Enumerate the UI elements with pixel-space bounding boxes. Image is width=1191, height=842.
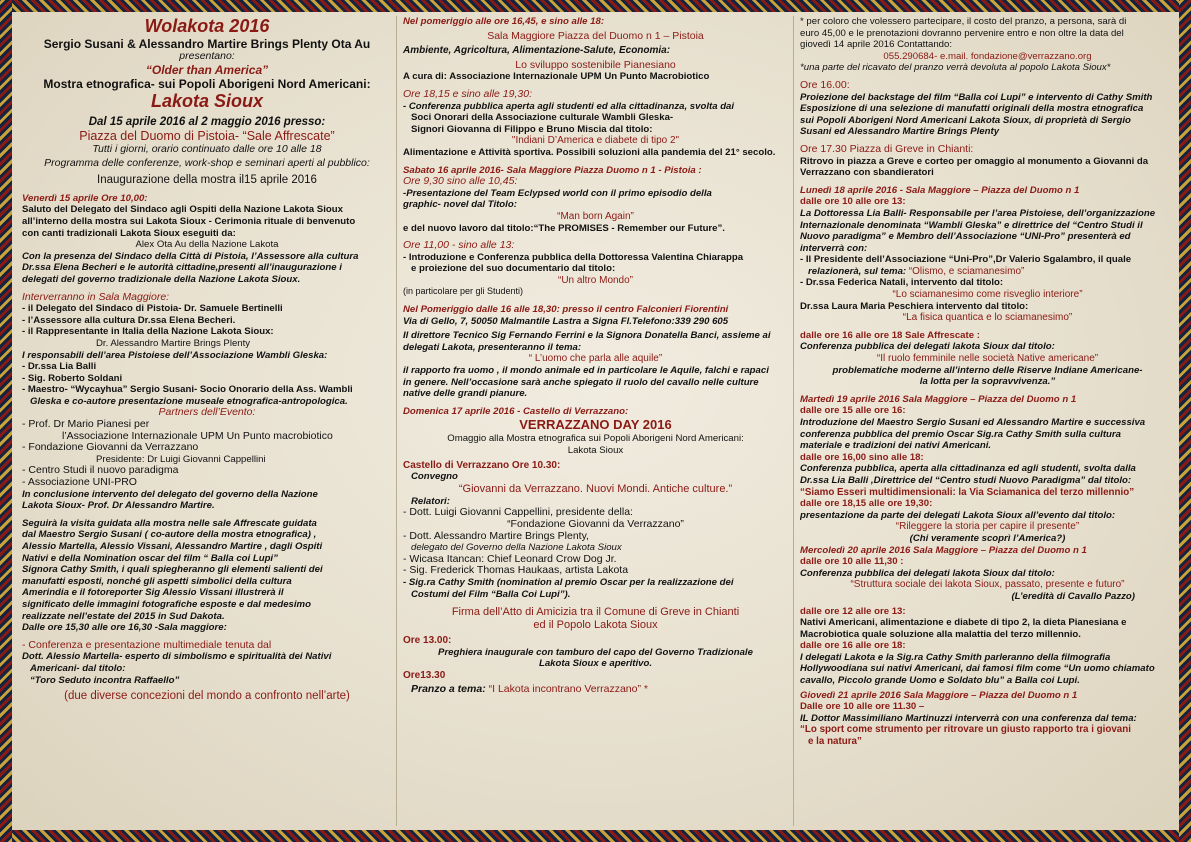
program-line: Esposizione di una selezione di manufatti originali della mostra etnografica bbox=[800, 103, 1144, 115]
talk-title: “ L’uomo che parla alle aquile” bbox=[528, 353, 663, 365]
program-line: Dott. Alessio Martella- esperto di simbolismo e spiritualità dei Nativi bbox=[22, 651, 332, 663]
program-line: - Associazione UNI-PRO bbox=[22, 476, 137, 489]
presentano-text: presentano: bbox=[179, 50, 235, 62]
program-line: sui Popoli Aborigeni Nord Americani Lakota Sioux, di proprietà di Sergio bbox=[800, 114, 1131, 126]
program-line: - Sig. Frederick Thomas Haukaas, artista Lakota bbox=[403, 564, 629, 577]
talk-title: Firma dell’Atto di Amicizia tra il Comune di Greve in Chianti bbox=[451, 606, 740, 619]
contact-line: 055.290684- e.mail. fondazione@verrazzano.org bbox=[883, 50, 1092, 62]
program-line: Introduzione del Maestro Sergio Susani ed Alessandro Martire e successiva bbox=[800, 417, 1146, 428]
program-line: - Sig.ra Cathy Smith (nomination al premio Oscar per la realizzazione dei bbox=[403, 576, 734, 588]
exhibit-hours: Tutti i giorni, orario continuato dalle ore 10 alle 18 bbox=[92, 142, 322, 155]
program-line: I delegati Lakota e la Sig.ra Cathy Smith parleranno della filmografia bbox=[800, 651, 1111, 663]
section-heading: dalle ore 18,15 alle ore 19,30: bbox=[800, 498, 933, 510]
talk-title: “Un altro Mondo” bbox=[557, 274, 634, 286]
program-line: Conferenza pubblica, aperta alla cittadinanza ed agli studenti, svolta dalla bbox=[800, 463, 1136, 475]
program-line: conferenza pubblica del premio Oscar Sig.ra Cathy Smith sulla cultura bbox=[800, 428, 1121, 440]
program-line: Ritrovo in piazza a Greve e corteo per omaggio al monumento a Giovanni da bbox=[800, 155, 1149, 167]
program-line: problematiche moderne all’interno delle Riserve Indiane Americane- bbox=[832, 364, 1143, 376]
program-line: - Wicasa Itancan: Chief Leonard Crow Dog Jr. bbox=[403, 552, 617, 565]
program-line: (in particolare per gli Studenti) bbox=[403, 286, 524, 297]
column-divider bbox=[793, 16, 794, 826]
program-line: Omaggio alla Mostra etnografica sui Popoli Aborigeni Nord Americani: bbox=[447, 433, 744, 445]
talk-title: “Rileggere la storia per capire il presente” bbox=[895, 521, 1080, 533]
program-line: Dr.ssa Elena Becheri e le autorità cittadine,presenti all’inaugurazione i bbox=[22, 262, 342, 274]
program-line: - Dr.ssa Lia Balli bbox=[22, 361, 97, 373]
talk-title: “Giovanni da Verrazzano. Nuovi Mondi. Antiche culture.” bbox=[458, 482, 733, 495]
program-line: Pranzo a tema: bbox=[411, 682, 486, 695]
program-line: Alex Ota Au della Nazione Lakota bbox=[135, 239, 279, 251]
program-line: delegati Lakota, presenteranno il tema: bbox=[403, 341, 582, 353]
program-line: Conferenza pubblica dei delegati lakota Sioux dal titolo: bbox=[800, 341, 1055, 353]
program-line: - Dr.ssa Federica Natali, intervento dal titolo: bbox=[800, 277, 1004, 289]
talk-title: ed il Popolo Lakota Sioux bbox=[533, 619, 658, 632]
program-line: In conclusione intervento del delegato del governo della Nazione bbox=[22, 488, 318, 500]
section-heading: Partners dell’Evento: bbox=[158, 406, 256, 419]
column-2 bbox=[403, 16, 788, 824]
program-line: giovedì 14 aprile 2016 Contattando: bbox=[800, 39, 953, 51]
program-line: e proiezione del suo documentario dal titolo: bbox=[411, 263, 616, 275]
program-line: Alessio Martella, Alessio Vissani, Alessandro Martire , dagli Ospiti bbox=[22, 541, 323, 552]
column-divider bbox=[396, 16, 397, 826]
program-line: Con la presenza del Sindaco della Città di Pistoia, l’Assessore alla cultura bbox=[22, 250, 359, 262]
section-heading: dalle ore 12 alle ore 13: bbox=[800, 605, 906, 617]
bottom-border-pattern bbox=[0, 830, 1191, 842]
program-line: Susani ed Alessandro Martire Brings Plenty bbox=[800, 126, 1000, 138]
program-line: Ambiente, Agricoltura, Alimentazione-Salute, Economia: bbox=[403, 45, 671, 57]
program-line: - Dott. Alessandro Martire Brings Plenty, bbox=[403, 529, 589, 542]
program-line: native delle grandi pianure. bbox=[403, 388, 528, 400]
talk-title: “Siamo Esseri multidimensionali: la Via Sciamanica del terzo millennio” bbox=[800, 486, 1135, 498]
program-line: Nativi Americani, alimentazione e diabete di tipo 2, la dieta Pianesiana e bbox=[800, 617, 1127, 629]
program-line: Signori Giovanna di Filippo e Bruno Miscia dal titolo: bbox=[411, 123, 653, 135]
exhibit-title: “Older than America” bbox=[145, 62, 269, 77]
program-line: delegati del governo tradizionale della Nazione Lakota Sioux. bbox=[22, 273, 301, 285]
program-line: Verrazzano con sbandieratori bbox=[800, 167, 934, 179]
talk-title: (due diverse concezioni del mondo a confronto nell’arte) bbox=[64, 690, 350, 703]
program-line: Macrobiotica quale soluzione alla malattia del terzo millennio. bbox=[800, 628, 1081, 640]
section-heading: Sabato 16 aprile 2016- Sala Maggiore Piazza Duomo n 1 - Pistoia : bbox=[403, 164, 702, 176]
program-line: significato delle immagini fotografiche esposte e dal medesimo bbox=[22, 598, 311, 610]
program-line: * per coloro che volessero partecipare, il costo del pranzo, a persona, sarà di bbox=[800, 16, 1127, 27]
program-line: Hollywoodiana sui nativi Americani, dai famosi film come “Un uomo chiamato bbox=[800, 663, 1155, 675]
people-title: Lakota Sioux bbox=[150, 90, 264, 111]
program-line: cavallo, Piccolo grande Uomo e Soldato blu” a Balla coi Lupi. bbox=[800, 675, 1080, 687]
program-line: (L’eredità di Cavallo Pazzo) bbox=[1011, 590, 1135, 602]
program-line: Il direttore Tecnico Sig Fernando Ferrini e la Signora Donatella Banci, assieme ai bbox=[403, 330, 771, 342]
program-line: all’interno della mostra sui Lakota Sioux - Cerimonia rituale di benvenuto bbox=[22, 215, 356, 227]
program-line: IL Dottor Massimiliano Martinuzzi interverrà con una conferenza dal tema: bbox=[800, 712, 1137, 724]
program-line: presentazione da parte dei delegati Lakota Sioux all’evento dal titolo: bbox=[800, 509, 1116, 521]
program-line: “Fondazione Giovanni da Verrazzano” bbox=[507, 517, 684, 530]
talk-title: “Lo sciamanesimo come risveglio interiore” bbox=[892, 289, 1083, 301]
talk-title: “Olismo, e sciamanesimo” bbox=[908, 265, 1025, 277]
program-line: - il Delegato del Sindaco di Pistoia- Dr. Samuele Bertinelli bbox=[22, 303, 283, 315]
program-line: Dalle ore 15,30 alle ore 16,30 -Sala maggiore: bbox=[22, 622, 227, 634]
talk-title: "Indiani D’America e diabete di tipo 2" bbox=[511, 135, 680, 147]
program-line: Dr.ssa Laura Maria Peschiera intervento dal titolo: bbox=[800, 300, 1029, 312]
program-line: Lakota Sioux- Prof. Dr Alessandro Martire. bbox=[22, 500, 215, 512]
program-line: Via di Gello, 7, 50050 Malmantile Lastra a Signa Fl.Telefono:339 290 605 bbox=[403, 315, 729, 327]
section-heading: Nel pomeriggio alle ore 16,45, e sino alle 18: bbox=[403, 16, 605, 27]
program-line: e del nuovo lavoro dal titolo:“The PROMISES - Remember our Future”. bbox=[403, 222, 725, 234]
program-line: (Chi veramente scoprì l’America?) bbox=[909, 532, 1066, 544]
section-heading: Venerdì 15 aprile Ore 10,00: bbox=[22, 192, 148, 204]
program-line: Seguirà la visita guidata alla mostra nelle sale Affrescate guidata bbox=[22, 517, 317, 529]
program-line: - Conferenza pubblica aperta agli studenti ed alla cittadinanza, svolta dai bbox=[403, 100, 735, 112]
section-heading: Castello di Verrazzano Ore 10.30: bbox=[403, 459, 561, 471]
section-heading: Ore 18,15 e sino alle 19,30: bbox=[403, 87, 533, 100]
program-line: manufatti esposti, nonché gli aspetti simbolici della cultura bbox=[22, 575, 292, 587]
program-line: Costumi del Film “Balla Coi Lupi”). bbox=[411, 588, 571, 600]
talk-title: e la natura” bbox=[808, 736, 862, 748]
section-heading: Ore 11,00 - sino alle 13: bbox=[403, 239, 515, 252]
section-heading: dalle ore 16 alle ore 18: bbox=[800, 640, 906, 652]
program-line: - Centro Studi il nuovo paradigma bbox=[22, 464, 179, 477]
program-line: Alimentazione e Attività sportiva. Possibili soluzioni alla pandemia del 21° secolo. bbox=[403, 146, 776, 158]
talk-title: “Lo sport come strumento per ritrovare un giusto rapporto tra i giovani bbox=[800, 724, 1131, 736]
section-heading: Ore 13.00: bbox=[403, 635, 452, 647]
program-line: - Maestro- “Wycayhua” Sergio Susani- Socio Onorario della Ass. Wambli bbox=[22, 384, 353, 396]
program-line: Conferenza pubblica dei delegati lakota Sioux dal titolo: bbox=[800, 567, 1055, 579]
section-heading: Ore13.30 bbox=[403, 669, 446, 681]
program-line: Signora Cathy Smith, i quali spiegheranno gli elementi salienti dei bbox=[22, 564, 323, 576]
program-line: Internazionale denominata “Wambli Gleska” e direttrice del “Centro Studi il bbox=[800, 219, 1143, 231]
program-line: - l’Assessore alla cultura Dr.ssa Elena Becheri. bbox=[22, 314, 236, 326]
section-heading: dalle ore 10 alle 11,30 : bbox=[800, 556, 904, 568]
section-heading: dalle ore 16,00 sino alle 18: bbox=[800, 451, 924, 463]
program-line: la lotta per la sopravvivenza.” bbox=[919, 376, 1056, 388]
program-line: - Prof. Dr Mario Pianesi per bbox=[22, 418, 150, 431]
top-border-pattern bbox=[0, 0, 1191, 12]
program-line: La Dottoressa Lia Balli- Responsabile per l’area Pistoiese, dell’organizzazione bbox=[800, 207, 1156, 219]
program-line: euro 45,00 e le prenotazioni dovranno pervenire entro e non oltre la data del bbox=[800, 27, 1124, 39]
section-heading: dalle ore 10 alle ore 13: bbox=[800, 196, 906, 208]
program-line: relazionerà, sul tema: bbox=[808, 265, 907, 277]
program-line: Nativi e della Nomination oscar del film “ Balla coi Lupi” bbox=[22, 552, 278, 564]
program-line: Amerindia e il fotoreporter Sig Alessio Vissani illustrerà il bbox=[22, 587, 284, 599]
program-line: - Sig. Roberto Soldani bbox=[22, 372, 123, 384]
section-heading: Interverranno in Sala Maggiore: bbox=[22, 290, 170, 303]
exhibit-dates: Dal 15 aprile 2016 al 2 maggio 2016 presso: bbox=[88, 115, 326, 128]
program-line: il rapporto fra uomo , il mondo animale ed in particolare le Aquile, falchi e rapaci bbox=[403, 365, 769, 377]
verrazzano-day-title: VERRAZZANO DAY 2016 bbox=[519, 417, 672, 433]
program-line: Saluto del Delegato del Sindaco agli Ospiti della Nazione Lakota Sioux bbox=[22, 204, 343, 216]
section-heading: Martedì 19 aprile 2016 Sala Maggiore – Piazza del Duomo n 1 bbox=[800, 393, 1077, 405]
program-line: Proiezione del backstage del film “Balla coi Lupi” e intervento di Cathy Smith bbox=[800, 91, 1153, 103]
program-line: - Dott. Luigi Giovanni Cappellini, presidente della: bbox=[403, 506, 633, 519]
inauguration-heading: Inaugurazione della mostra il15 aprile 2016 bbox=[97, 173, 317, 186]
program-line: Nuovo paradigma” e Membro dell’Associazione “UNI-Pro” presenterà ed bbox=[800, 231, 1131, 243]
section-heading: Nel Pomeriggio dalle 16 alle 18,30: presso il centro Falconieri Fiorentini bbox=[403, 304, 729, 316]
program-line: dal Maestro Sergio Susani ( co-autore della mostra etnografica) , bbox=[22, 529, 317, 541]
exhibit-venue: Piazza del Duomo di Pistoia- “Sale Affrescate” bbox=[79, 128, 335, 143]
program-line: realizzate nell’estate del 2015 in Sud Dakota. bbox=[22, 610, 225, 622]
program-line: in genere. Nell’occasione sarà anche spiegato il ruolo del cavallo nelle culture bbox=[403, 376, 759, 388]
program-line: Lakota Sioux e aperitivo. bbox=[538, 658, 653, 670]
right-border-pattern bbox=[1179, 0, 1191, 842]
program-line: - Introduzione e Conferenza pubblica della Dottoressa Valentina Chiarappa bbox=[403, 251, 744, 263]
program-line: Relatori: bbox=[411, 495, 450, 507]
talk-title: “Man born Again” bbox=[557, 210, 634, 222]
section-heading: Ore 17.30 Piazza di Greve in Chianti: bbox=[800, 142, 974, 155]
talk-title: “I Lakota incontrano Verrazzano” * bbox=[488, 682, 648, 695]
program-line: Americani- dal titolo: bbox=[30, 662, 126, 674]
program-line: l’Associazione Internazionale UPM Un Punto macrobiotico bbox=[62, 429, 333, 442]
program-line: *una parte del ricavato del pranzo verrà devoluta al popolo Lakota Sioux* bbox=[800, 62, 1111, 74]
section-heading: dalle ore 16 alle ore 18 Sale Affrescate : bbox=[800, 329, 980, 341]
column-3 bbox=[800, 16, 1175, 824]
program-line: I responsabili dell’area Pistoiese dell’Associazione Wambli Gleska: bbox=[22, 349, 328, 361]
talk-title: “La fisica quantica e lo sciamanesimo” bbox=[902, 312, 1073, 324]
talk-title: “Struttura sociale dei lakota Sioux, passato, presente e futuro” bbox=[850, 579, 1125, 591]
program-line: Dr.ssa Lia Balli ,Direttrice del “Centro studi Nuovo Paradigma” dal titolo: bbox=[800, 474, 1132, 486]
program-line: Soci Onorari della Associazione culturale Wambli Gleska- bbox=[411, 112, 674, 124]
section-heading: - Conferenza e presentazione multimediale tenuta dal bbox=[22, 638, 272, 651]
program-intro: Programma delle conferenze, work-shop e seminari aperti al pubblico: bbox=[44, 157, 370, 170]
program-line: Preghiera inaugurale con tamburo del capo del Governo Tradizionale bbox=[438, 646, 753, 658]
talk-title: “Il ruolo femminile nelle società Native americane” bbox=[876, 353, 1099, 365]
section-heading: Domenica 17 aprile 2016 - Castello di Verrazzano: bbox=[403, 405, 629, 417]
program-line: delegato del Governo della Nazione Lakota Sioux bbox=[411, 542, 622, 554]
program-line: interverrà con: bbox=[800, 242, 868, 254]
organizers: Sergio Susani & Alessandro Martire Brings Plenty Ota Au bbox=[43, 37, 371, 51]
section-heading: Ore 16.00: bbox=[800, 78, 850, 91]
column-1 bbox=[22, 16, 392, 824]
program-line: Presidente: Dr Luigi Giovanni Cappellini bbox=[96, 453, 266, 465]
exhibit-description: Mostra etnografica- sui Popoli Aborigeni Nord Americani: bbox=[43, 76, 371, 91]
program-line: - il Rappresentante in Italia della Nazione Lakota Sioux: bbox=[22, 326, 274, 338]
program-line: - Fondazione Giovanni da Verrazzano bbox=[22, 441, 199, 454]
program-line: “Toro Seduto incontra Raffaello” bbox=[30, 674, 180, 686]
section-heading: Ore 9,30 sino alle 10,45: bbox=[403, 175, 518, 188]
poster-title: Wolakota 2016 bbox=[144, 16, 270, 36]
section-heading: Mercoledì 20 aprile 2016 Sala Maggiore – Piazza del Duomo n 1 bbox=[800, 544, 1087, 556]
section-heading: dalle ore 15 alle ore 16: bbox=[800, 405, 906, 417]
program-line: Gleska e co-autore presentazione museale etnografica-antropologica. bbox=[30, 395, 348, 407]
section-heading: Lunedì 18 aprile 2016 - Sala Maggiore – Piazza del Duomo n 1 bbox=[800, 184, 1080, 196]
program-line: Sala Maggiore Piazza del Duomo n 1 – Pistoia bbox=[487, 29, 704, 42]
program-line: -Presentazione del Team Eclypsed world con il primo episodio della bbox=[403, 187, 712, 199]
program-line: con canti tradizionali Lakota Sioux eseguiti da: bbox=[22, 227, 236, 239]
talk-title: Lo sviluppo sostenibile Pianesiano bbox=[515, 58, 676, 71]
program-line: Dr. Alessandro Martire Brings Plenty bbox=[96, 337, 251, 349]
left-border-pattern bbox=[0, 0, 12, 842]
program-line: Convegno bbox=[411, 471, 458, 483]
section-heading: Dalle ore 10 alle ore 11.30 – bbox=[800, 701, 925, 713]
section-heading: Giovedì 21 aprile 2016 Sala Maggiore – Piazza del Duomo n 1 bbox=[800, 689, 1078, 701]
program-line: materiale e tradizioni dei nativi Americani. bbox=[800, 440, 992, 452]
program-line: - Il Presidente dell’Associazione “Uni-Pro”,Dr Valerio Sgalambro, il quale bbox=[800, 254, 1132, 266]
program-line: graphic- novel dal Titolo: bbox=[403, 199, 517, 211]
program-line: A cura di: Associazione Internazionale UPM Un Punto Macrobiotico bbox=[403, 71, 710, 83]
program-line: Lakota Sioux bbox=[567, 445, 624, 456]
